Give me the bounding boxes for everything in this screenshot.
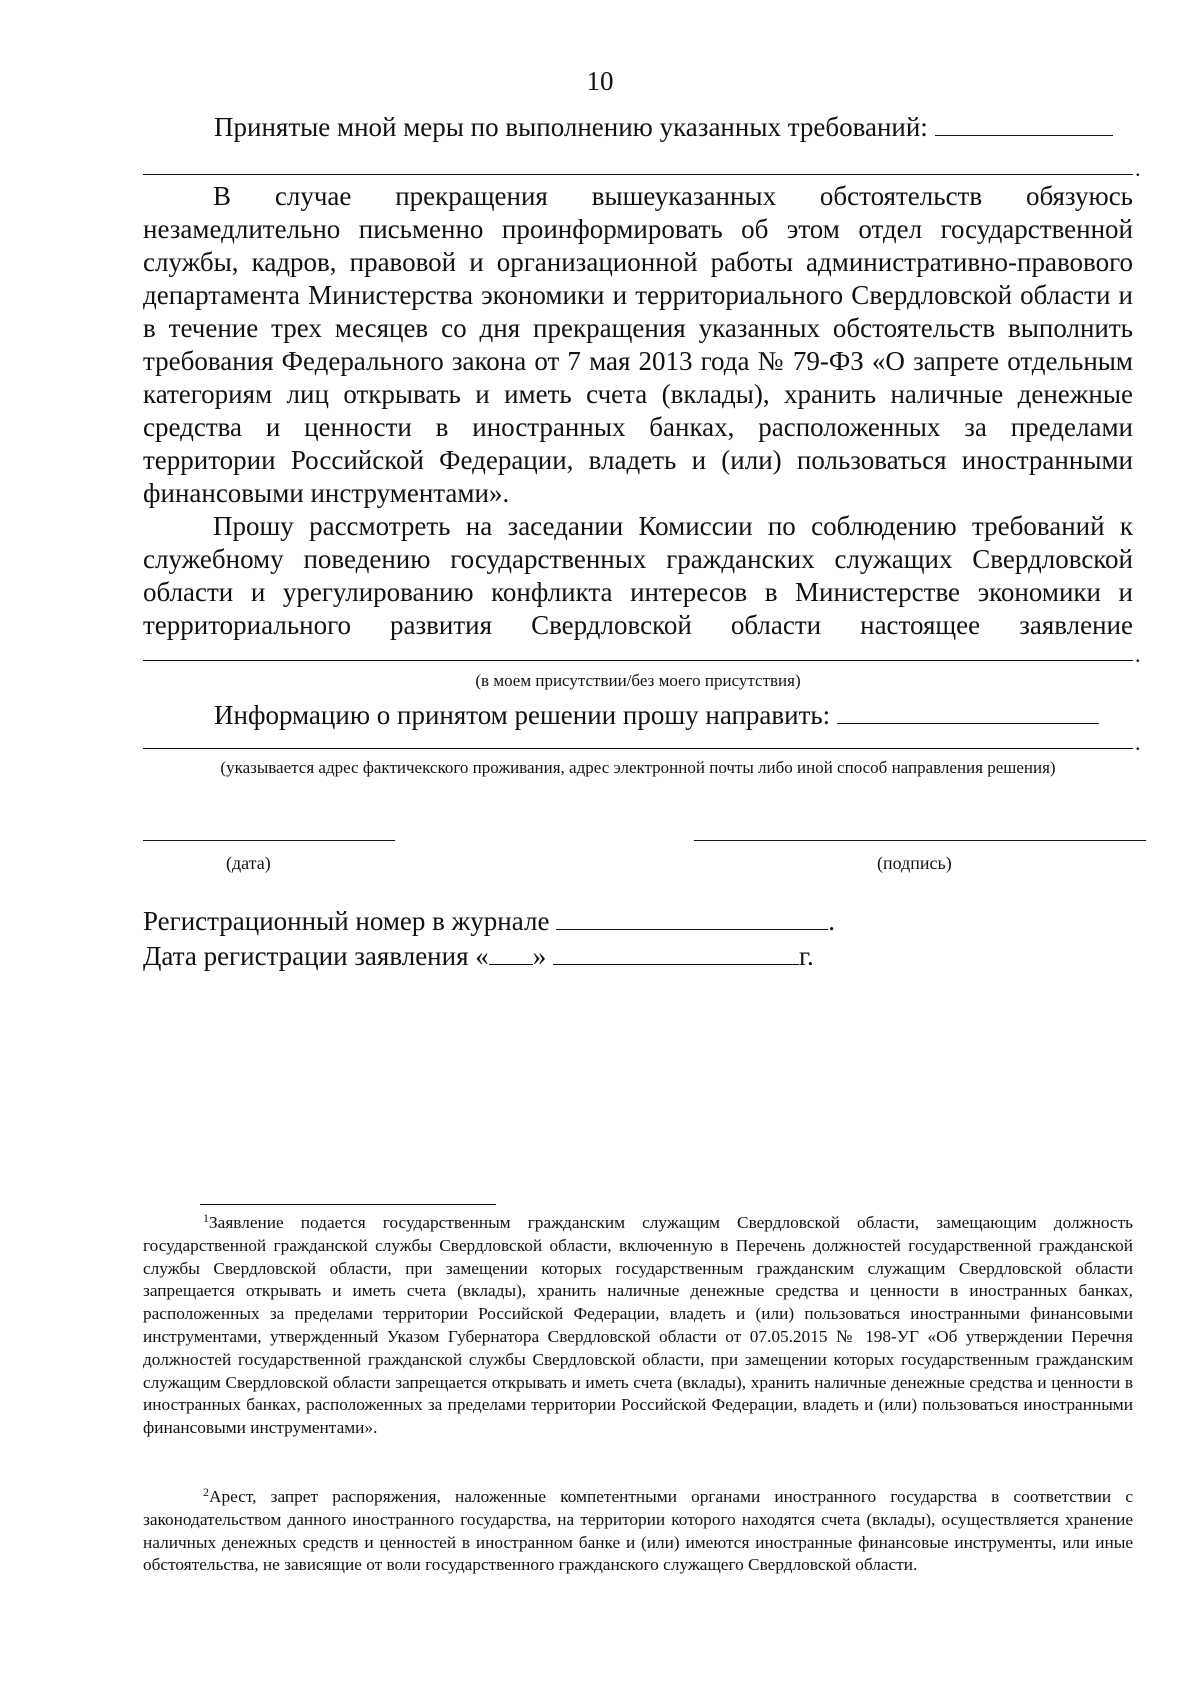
registration-year-suffix: г. — [799, 941, 814, 971]
registration-number-period: . — [828, 906, 835, 936]
presence-caption: (в моем присутствии/без моего присутствия) — [475, 671, 801, 690]
signature-blank[interactable] — [694, 840, 1146, 841]
date-signature-blank[interactable] — [143, 840, 395, 841]
address-blank[interactable] — [143, 748, 1133, 749]
measures-taken-label: Принятые мной меры по выполнению указанных требований: — [214, 112, 928, 142]
presence-period: . — [1135, 642, 1141, 667]
presence-blank[interactable] — [143, 660, 1133, 661]
measures-taken-line — [214, 112, 1134, 143]
measures-taken-blank[interactable] — [935, 135, 1113, 136]
registration-number-line — [143, 906, 835, 937]
registration-number-blank[interactable] — [556, 929, 828, 930]
registration-date-line — [143, 941, 814, 972]
registration-date-quote: » — [532, 941, 547, 971]
address-period: . — [1135, 730, 1141, 755]
footnote-separator — [200, 1204, 496, 1205]
registration-date-label: Дата регистрации заявления « — [143, 941, 489, 971]
measures-continuation-period: . — [1135, 156, 1141, 181]
obligation-paragraph: В случае прекращения вышеуказанных обстоятельств обязуюсь незамедлительно письменно проинформировать об этом отдел государственной службы, кадров, правовой и организационной работы административно-правового департамента Министерства экономики и территориального Свердловской области и в течение трех месяцев со дня прекращения указанных обстоятельств выполнить требования Федерального закона от 7 мая 2013 года № 79-ФЗ «О запрете отдельным категориям лиц открывать и иметь счета (вклады), хранить наличные денежные средства и ценности в иностранных банках, расположенных за пределами территории Российской Федерации, владеть и (или) пользоваться иностранными финансовыми инструментами». — [143, 181, 1133, 508]
footnote-1-mark: 1 — [203, 1211, 209, 1225]
address-caption: (указывается адрес фактичекского проживания, адрес электронной почты либо иной способ направления решения) — [220, 758, 1056, 777]
footnote-2-text: Арест, запрет распоряжения, наложенные компетентными органами иностранного государства в соответствии с законодательством данного иностранного государства, на территории которого находятся счета (вклады), осуществляется хранение наличных денежных средств и ценностей в иностранном банке и (или) имеются иностранные финансовые инструменты, или иные обстоятельства, не зависящие от воли государственного гражданского служащего Свердловской области. — [143, 1487, 1133, 1575]
registration-day-blank[interactable] — [489, 964, 533, 965]
date-caption: (дата) — [226, 853, 271, 873]
registration-month-blank[interactable] — [553, 964, 799, 965]
registration-number-label: Регистрационный номер в журнале — [143, 906, 550, 936]
footnote-1-text: Заявление подается государственным гражданским служащим Свердловской области, замещающим должность государственной гражданской службы Свердловской области, включенную в Перечень должностей государственной гражданской службы Свердловской области, при замещении которых государственным гражданским служащим Свердловской области запрещается открывать и иметь счета (вклады), хранить наличные денежные средства и ценности в иностранных банках, расположенных за пределами территории Российской Федерации, владеть и (или) пользоваться иностранными финансовыми инструментами, утвержденный Указом Губернатора Свердловской области от 07.05.2015 № 198-УГ «Об утверждении Перечня должностей государственной гражданской службы Свердловской области, при замещении которых государственным гражданским служащим Свердловской области запрещается открывать и иметь счета (вклады), хранить наличные денежные средства и ценности в иностранных банках, расположенных за пределами территории Российской Федерации, владеть и (или) пользоваться иностранными финансовыми инструментами». — [143, 1213, 1133, 1438]
decision-info-label: Информацию о принятом решении прошу направить: — [214, 700, 831, 730]
footnote-1 — [143, 1212, 1133, 1440]
decision-info-line — [214, 700, 1134, 731]
footnote-2 — [143, 1486, 1133, 1577]
page-number: 10 — [586, 66, 614, 96]
decision-info-blank[interactable] — [837, 723, 1099, 724]
measures-continuation-blank[interactable] — [143, 174, 1133, 175]
footnote-2-mark: 2 — [203, 1485, 209, 1499]
signature-caption: (подпись) — [877, 853, 952, 873]
request-paragraph: Прошу рассмотреть на заседании Комиссии по соблюдению требований к служебному поведению государственных гражданских служащих Свердловской области и урегулированию конфликта интересов в Министерстве экономики и территориального развития Свердловской области настоящее заявление — [143, 511, 1133, 640]
